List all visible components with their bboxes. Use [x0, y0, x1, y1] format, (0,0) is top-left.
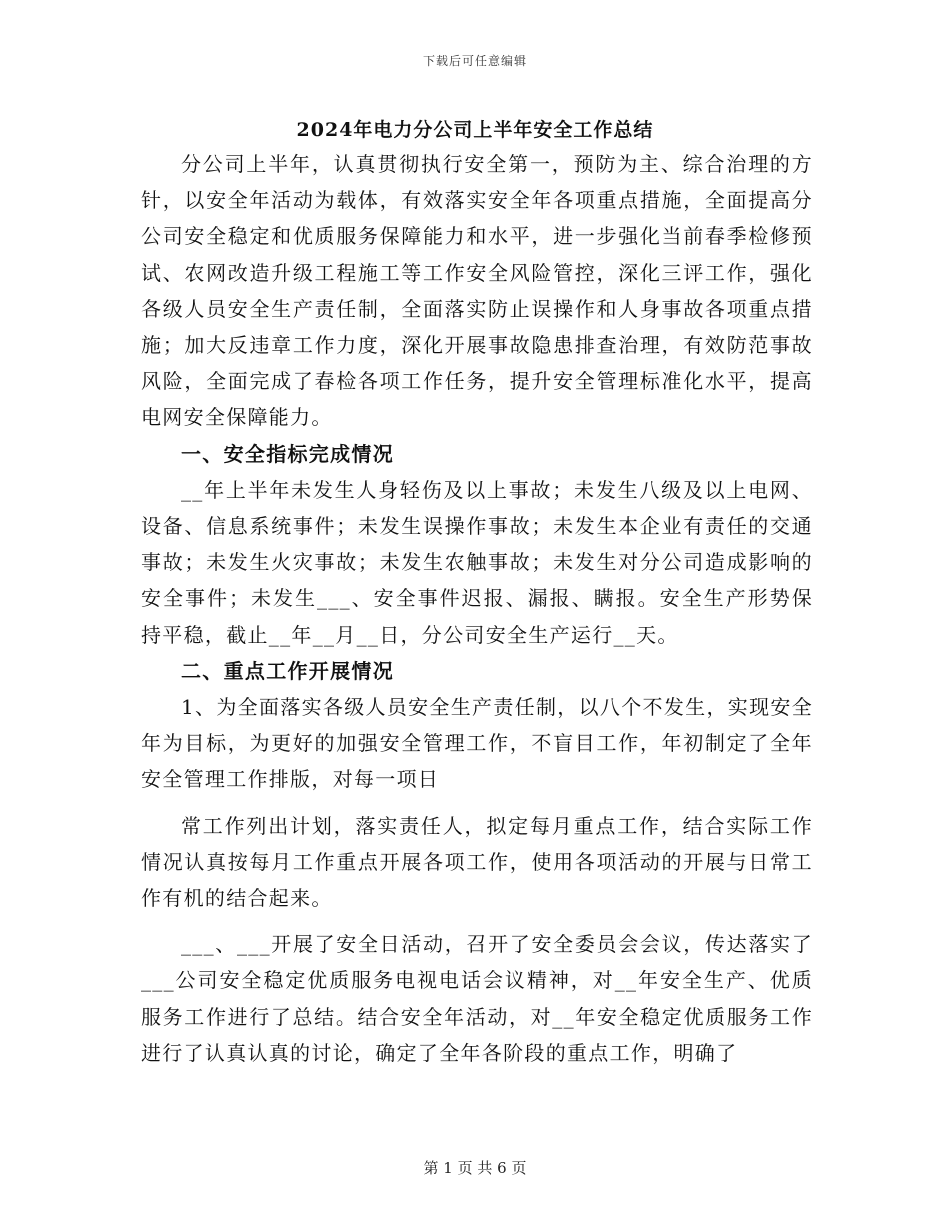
section-heading-safety-indicators: 一、安全指标完成情况: [181, 441, 394, 466]
page-number-footer: 第 1 页 共 6 页: [423, 1159, 527, 1177]
intro-paragraph: 分公司上半年，认真贯彻执行安全第一，预防为主、综合治理的方针，以安全年活动为载体，有效落实安全年各项重点措施，全面提高分公司安全稳定和优质服务保障能力和水平，进一步强化当前春季检修预试、农网改造升级工程施工等工作安全风险管控，深化三评工作，强化各级人员安全生产责任制，全面落实防止误操作和人身事故各项重点措施；加大反违章工作力度，深化开展事故隐患排查治理，有效防范事故风险，全面完成了春检各项工作任务，提升安全管理标准化水平，提高电网安全保障能力。: [141, 152, 813, 430]
safety-indicators-paragraph: __年上半年未发生人身轻伤及以上事故；未发生八级及以上电网、设备、信息系统事件；未发生误操作事故；未发生本企业有责任的交通事故；未发生火灾事故；未发生农触事故；未发生对分公司造成影响的安全事件；未发生___、安全事件迟报、漏报、瞒报。安全生产形势保持平稳，截止__年__月__日，分公司安全生产运行__天。: [141, 477, 813, 647]
key-work-paragraph-1-continued: 常工作列出计划，落实责任人，拟定每月重点工作，结合实际工作情况认真按每月工作重点开展各项工作，使用各项活动的开展与日常工作有机的结合起来。: [141, 813, 813, 911]
document-title: 2024年电力分公司上半年安全工作总结: [296, 119, 654, 141]
document-body: [141, 146, 813, 1071]
key-work-paragraph-2: ___、___开展了安全日活动，召开了安全委员会会议，传达落实了___公司安全稳定优质服务电视电话会议精神，对__年安全生产、优质服务工作进行了总结。结合安全年活动，对__年安全稳定优质服务工作进行了认真认真的讨论，确定了全年各阶段的重点工作，明确了: [141, 932, 813, 1065]
header-note: 下载后可任意编辑: [422, 54, 527, 68]
section-heading-key-work: 二、重点工作开展情况: [181, 658, 394, 683]
key-work-paragraph-1: 1、为全面落实各级人员安全生产责任制，以八个不发生，实现安全年为目标，为更好的加强安全管理工作，不盲目工作，年初制定了全年安全管理工作排版，对每一项日: [141, 695, 813, 792]
